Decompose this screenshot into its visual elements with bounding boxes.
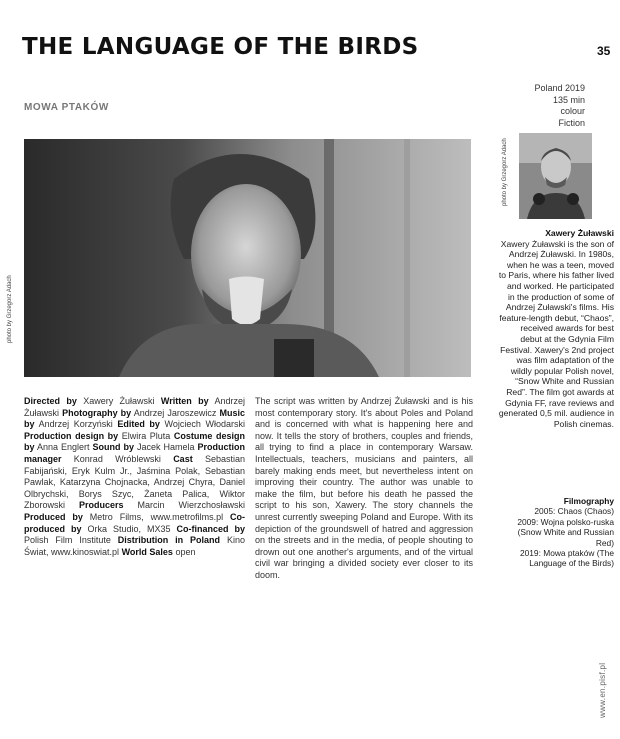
credit-role: Photography by xyxy=(62,407,132,418)
filmography xyxy=(498,496,614,569)
credit-role: Costume design by xyxy=(24,430,245,453)
original-title: MOWA PTAKÓW xyxy=(24,102,109,113)
credit-names: Elwira Pluta xyxy=(121,430,171,441)
credit-role: Distribution in Poland xyxy=(117,535,221,546)
credit-names: Sebastian Fabijański, Eryk Kulm Jr., Jaśmina Polak, Sebastian Pawlak, Katarzyna Chojnacka, Andrzej Chyra, Daniel Olbrychski, Borys Szyc, Żaneta Palica, Wiktor Zborowski xyxy=(24,453,245,511)
credit-role: Sound by xyxy=(92,442,134,453)
credit-role: Producers xyxy=(78,500,124,511)
film-meta xyxy=(534,83,585,129)
credit-role: Production design by xyxy=(24,430,119,441)
main-photo-credit: photo by Grzegorz Adach xyxy=(7,275,13,343)
credit-role: Co-financed by xyxy=(176,523,245,534)
credit-role: Directed by xyxy=(24,396,77,406)
credit-names: Xawery Żuławski xyxy=(83,396,155,406)
director-portrait xyxy=(519,133,592,219)
credit-names: Orka Studio, MX35 xyxy=(87,523,171,534)
credit-role: Production manager xyxy=(24,442,245,464)
filmography-item: 2009: Wojna polsko-ruska (Snow White and Russian Red) xyxy=(517,516,614,548)
meta-country-year: Poland 2019 xyxy=(534,83,585,93)
credit-role: Written by xyxy=(160,396,209,406)
credit-names: Andrzej Korzyński xyxy=(38,419,113,430)
director-bio xyxy=(498,228,614,429)
credit-names: Kino Świat, www.kinoswiat.pl xyxy=(24,535,245,557)
film-synopsis: The script was written by Andrzej Żuławski and is his most contemporary story. It's about Poles and Poland and is concerned with what is happening here and now. It tells the story of brothers, couples and friends, all trying to find a place in contemporary Warsaw. Intellectuals, teachers, musicians and painters, all barely making ends meet, but nevertheless intent on improving their country. The author was unable to make the film, but before his death he passed the script to his son, Xawery. The story channels the unrest currently sweeping Poland and Europe. With its depiction of the groundswell of hatred and aggression on the streets and in the media, of people shouting to drown out one another's arguments, and of the virtual civil war bringing a divided society ever closer to its doom. xyxy=(255,396,473,580)
film-still-photo xyxy=(24,139,471,377)
portrait-photo-credit: photo by Grzegorz Adach xyxy=(502,138,508,206)
credit-role: Music by xyxy=(24,407,245,430)
filmography-heading: Filmography xyxy=(563,496,614,506)
credit-role: Cast xyxy=(173,453,193,464)
credit-names: Andrzej Żuławski xyxy=(24,396,245,418)
filmography-item: 2019: Mowa ptaków (The Language of the Birds) xyxy=(519,548,614,569)
credit-names: Wojciech Włodarski xyxy=(164,419,245,430)
filmography-item: 2005: Chaos (Chaos) xyxy=(534,506,614,517)
credit-names: Metro Films, www.metrofilms.pl xyxy=(89,511,224,522)
page-number: 35 xyxy=(597,44,611,58)
credit-role: Co-produced by xyxy=(24,511,245,534)
credit-names: Anna Englert xyxy=(37,442,90,453)
film-credits xyxy=(24,396,245,558)
film-title: THE LANGUAGE OF THE BIRDS xyxy=(22,34,419,60)
credit-names: Andrzej Jaroszewicz xyxy=(133,407,217,418)
credit-role: Edited by xyxy=(117,419,160,430)
credit-names: Konrad Wróblewski xyxy=(73,453,161,464)
credit-role: World Sales xyxy=(121,546,173,557)
director-bio-text: Xawery Żuławski is the son of Andrzej Żuławski. In 1980s, when he was a teen, moved to Paris, where his father lived and worked. He participated in the production of some of Andrzej Żuławski's films. His feature-length debut, “Chaos”, received awards for best debut at the Gdynia Film Festival. Xawery's 2nd project was film adaptation of the wildly popular Polish novel, “Snow White and Russian Red”. The film got awards at Gdynia FF, rave reviews and generated 0,5 mil. audience in Polish cinemas. xyxy=(498,238,614,429)
meta-genre: Fiction xyxy=(558,117,585,128)
credit-names: Polish Film Institute xyxy=(24,535,111,546)
credit-names: open xyxy=(175,546,196,557)
credit-names: Jacek Hamela xyxy=(136,442,195,453)
director-name: Xawery Żuławski xyxy=(545,228,614,238)
meta-colour: colour xyxy=(560,106,585,116)
credit-role: Produced by xyxy=(24,511,83,522)
meta-runtime: 135 min xyxy=(552,94,585,105)
website-url: www.en.pisf.pl xyxy=(598,662,607,718)
credit-names: Marcin Wierzchosławski xyxy=(137,500,245,511)
